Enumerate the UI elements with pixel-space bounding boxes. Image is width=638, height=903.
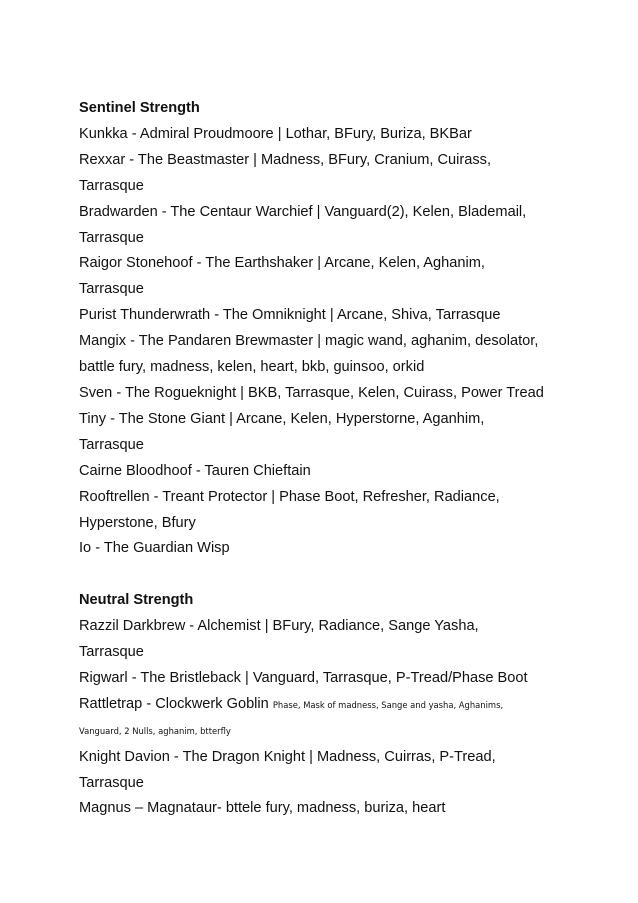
hero-line: Bradwarden - The Centaur Warchief | Vanguard(2), Kelen, Blademail, bbox=[79, 203, 527, 220]
rattletrap-items-continued: Vanguard, 2 Nulls, aghanim, btterfly bbox=[79, 725, 231, 736]
neutral-hero-list bbox=[79, 614, 579, 822]
neutral-strength-heading: Neutral Strength bbox=[79, 592, 194, 609]
hero-line: Magnus – Magnataur- bttele fury, madness, buriza, heart bbox=[79, 800, 446, 817]
rattletrap-hero-name: Rattletrap - Clockwerk Goblin bbox=[79, 695, 269, 712]
hero-line: Sven - The Rogueknight | BKB, Tarrasque, Kelen, Cuirass, Power Tread bbox=[79, 384, 544, 401]
section-gap bbox=[79, 562, 579, 588]
hero-line: Tarrasque bbox=[79, 774, 144, 791]
hero-line: Purist Thunderwrath - The Omniknight | Arcane, Shiva, Tarrasque bbox=[79, 307, 501, 324]
hero-line: Tarrasque bbox=[79, 436, 144, 453]
hero-line: Mangix - The Pandaren Brewmaster | magic wand, aghanim, desolator, bbox=[79, 333, 539, 350]
sentinel-hero-list bbox=[79, 122, 579, 562]
hero-line: Cairne Bloodhoof - Tauren Chieftain bbox=[79, 462, 311, 479]
hero-line: Rigwarl - The Bristleback | Vanguard, Tarrasque, P-Tread/Phase Boot bbox=[79, 669, 528, 686]
hero-line: Kunkka - Admiral Proudmoore | Lothar, BFury, Buriza, BKBar bbox=[79, 125, 472, 142]
hero-line: Tiny - The Stone Giant | Arcane, Kelen, Hyperstorne, Aganhim, bbox=[79, 410, 485, 427]
hero-line: battle fury, madness, kelen, heart, bkb, guinsoo, orkid bbox=[79, 359, 425, 376]
sentinel-strength-heading: Sentinel Strength bbox=[79, 100, 200, 116]
hero-line: Tarrasque bbox=[79, 281, 144, 298]
hero-line: Tarrasque bbox=[79, 177, 144, 194]
document-page bbox=[79, 96, 579, 822]
hero-line: Razzil Darkbrew - Alchemist | BFury, Radiance, Sange Yasha, bbox=[79, 618, 479, 635]
hero-line: Tarrasque bbox=[79, 644, 144, 661]
hero-line: Knight Davion - The Dragon Knight | Madness, Cuirras, P-Tread, bbox=[79, 748, 496, 765]
hero-line-rattletrap bbox=[79, 692, 579, 719]
hero-line: Rexxar - The Beastmaster | Madness, BFury, Cranium, Cuirass, bbox=[79, 151, 492, 168]
rattletrap-items: Phase, Mask of madness, Sange and yasha, Aghanims, bbox=[272, 699, 504, 710]
hero-line: Hyperstone, Bfury bbox=[79, 514, 196, 531]
hero-line: Raigor Stonehoof - The Earthshaker | Arcane, Kelen, Aghanim, bbox=[79, 255, 485, 272]
hero-line: Io - The Guardian Wisp bbox=[79, 540, 230, 557]
hero-line: Rooftrellen - Treant Protector | Phase Boot, Refresher, Radiance, bbox=[79, 488, 500, 505]
hero-line: Tarrasque bbox=[79, 229, 144, 246]
